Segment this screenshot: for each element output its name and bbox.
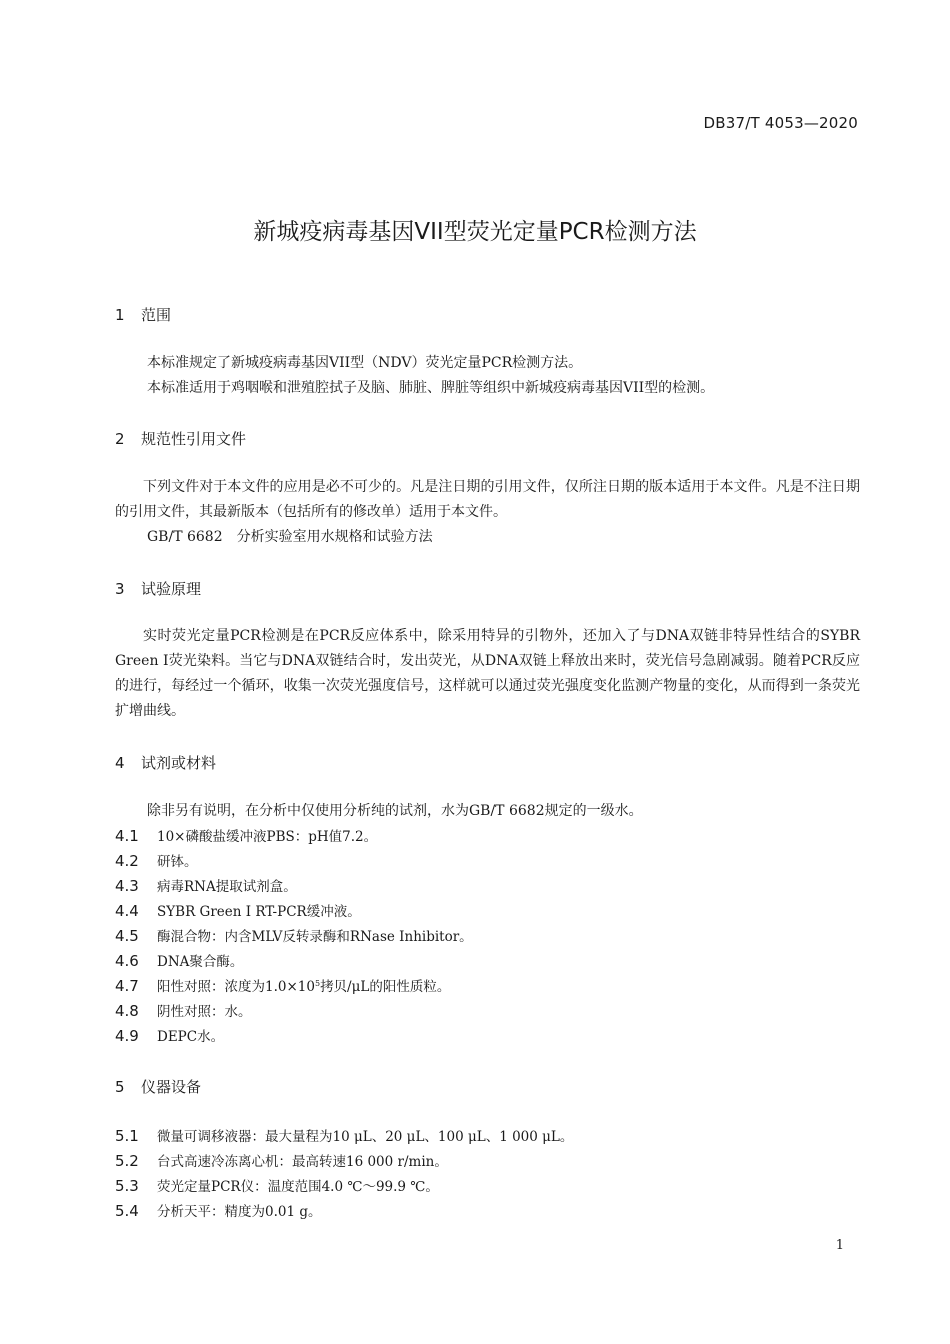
reagent-item (115, 975, 450, 996)
document-code: DB37/T 4053—2020 (703, 114, 858, 132)
reagent-item (115, 1000, 252, 1021)
scope-line-1: 本标准规定了新城疫病毒基因VII型（NDV）荧光定量PCR检测方法。 (147, 355, 583, 371)
item-number: 4.4 (115, 902, 139, 920)
reagent-item (115, 950, 243, 971)
item-text: 病毒RNA提取试剂盒。 (157, 879, 297, 895)
item-text: 台式高速冷冻离心机：最高转速16 000 r/min。 (157, 1154, 448, 1170)
item-text: 分析天平：精度为0.01 g。 (157, 1204, 322, 1220)
exponent: 5 (314, 979, 321, 988)
item-number: 4.1 (115, 827, 139, 845)
item-number: 5.4 (115, 1202, 139, 1220)
section-number: 2 (115, 430, 125, 448)
item-number: 5.1 (115, 1127, 139, 1145)
equipment-item (115, 1175, 439, 1196)
item-number: 5.3 (115, 1177, 139, 1195)
item-number: 4.2 (115, 852, 139, 870)
item-text: 研钵。 (157, 854, 198, 870)
section-number: 4 (115, 754, 125, 772)
item-text: DEPC水。 (157, 1029, 225, 1045)
item-text-before: 阳性对照：浓度为1.0×10 (157, 979, 315, 995)
scope-line-2: 本标准适用于鸡咽喉和泄殖腔拭子及脑、肺脏、脾脏等组织中新城疫病毒基因VII型的检测。 (147, 380, 715, 396)
item-number: 4.6 (115, 952, 139, 970)
item-text: DNA聚合酶。 (157, 954, 244, 970)
reagent-item (115, 900, 361, 921)
section-title: 试剂或材料 (141, 754, 217, 772)
section-1-heading (115, 304, 171, 325)
principle-paragraph: 实时荧光定量PCR检测是在PCR反应体系中，除采用特异的引物外，还加入了与DNA双链非特异性结合的SYBR Green I荧光染料。当它与DNA双链结合时，发出荧光，从DNA双链上释放出来时，荧光信号急剧减弱。随着PCR反应的进行，每经过一个循环，收集一次荧光强度信号，这样就可以通过荧光强度变化监测产物量的变化，从而得到一条荧光扩增曲线。 (115, 628, 860, 719)
page-number: 1 (835, 1238, 844, 1253)
item-number: 4.3 (115, 877, 139, 895)
item-number: 4.5 (115, 927, 139, 945)
section-number: 5 (115, 1078, 125, 1096)
document-title: 新城疫病毒基因VII型荧光定量PCR检测方法 (253, 219, 697, 245)
section-2-heading (115, 428, 246, 449)
item-text: 10×磷酸盐缓冲液PBS：pH值7.2。 (157, 829, 378, 845)
reagents-intro: 除非另有说明，在分析中仅使用分析纯的试剂，水为GB/T 6682规定的一级水。 (147, 803, 643, 819)
reference-gbt-6682: GB/T 6682 分析实验室用水规格和试验方法 (147, 529, 433, 545)
section-4-heading (115, 752, 216, 773)
item-text (157, 979, 450, 995)
item-text: 阴性对照：水。 (157, 1004, 252, 1020)
section-number: 1 (115, 306, 125, 324)
section-3-heading (115, 578, 201, 599)
equipment-item (115, 1200, 322, 1221)
item-number: 4.8 (115, 1002, 139, 1020)
equipment-item (115, 1150, 448, 1171)
section-title: 范围 (141, 306, 172, 324)
reagent-item (115, 875, 297, 896)
item-text: 酶混合物：内含MLV反转录酶和RNase Inhibitor。 (157, 929, 473, 945)
reagent-item (115, 1025, 224, 1046)
equipment-item (115, 1125, 573, 1146)
section-number: 3 (115, 580, 125, 598)
reagent-item (115, 825, 377, 846)
section-title: 试验原理 (141, 580, 202, 598)
section-5-heading (115, 1076, 201, 1097)
reagent-item (115, 925, 473, 946)
item-number: 4.7 (115, 977, 139, 995)
item-number: 4.9 (115, 1027, 139, 1045)
reagent-item (115, 850, 198, 871)
section-title: 仪器设备 (141, 1078, 202, 1096)
item-text: 荧光定量PCR仪：温度范围4.0 ℃～99.9 ℃。 (157, 1179, 439, 1195)
item-text-after: 拷贝/μL的阳性质粒。 (320, 979, 451, 995)
item-text: 微量可调移液器：最大量程为10 μL、20 μL、100 μL、1 000 μL。 (157, 1129, 574, 1145)
normative-refs-paragraph: 下列文件对于本文件的应用是必不可少的。凡是注日期的引用文件，仅所注日期的版本适用于本文件。凡是不注日期的引用文件，其最新版本（包括所有的修改单）适用于本文件。 (115, 479, 860, 520)
item-number: 5.2 (115, 1152, 139, 1170)
item-text: SYBR Green I RT-PCR缓冲液。 (157, 904, 361, 920)
section-title: 规范性引用文件 (141, 430, 247, 448)
